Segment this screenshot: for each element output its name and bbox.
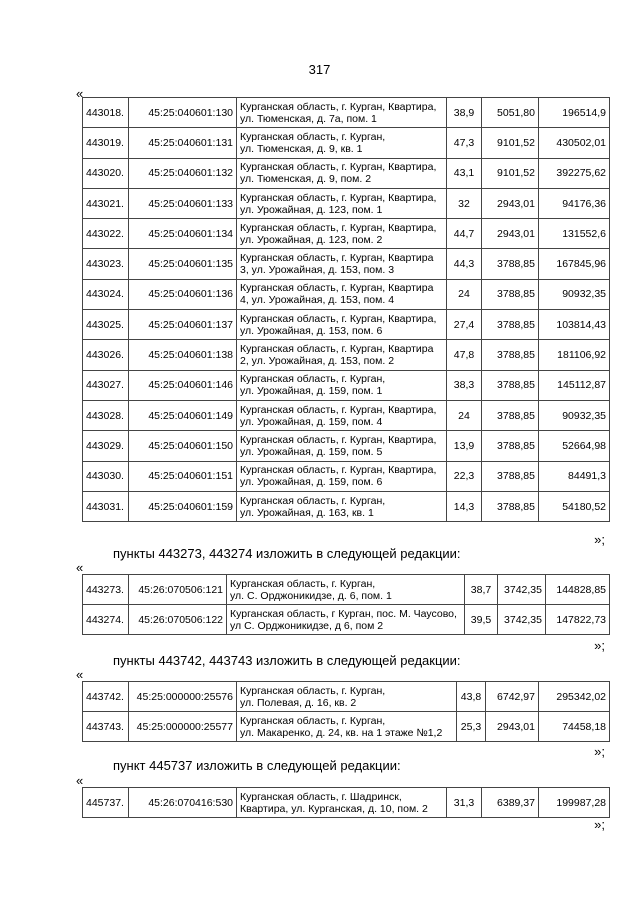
cadastral-value-cell: 144828,85 [546, 575, 610, 605]
area-cell: 22,3 [447, 461, 482, 491]
address-line-1: Курганская область, г. Курган, Квартира, [240, 312, 437, 325]
cadastral-value-cell: 103814,43 [539, 310, 610, 340]
cadastral-value-cell: 196514,9 [539, 98, 610, 128]
cadastral-value-cell: 430502,01 [539, 128, 610, 158]
address-line-1: Курганская область, г. Курган, Квартира [240, 252, 434, 265]
address-line-2: ул. Урожайная, д. 159, пом. 6 [240, 476, 383, 489]
table-row [83, 431, 610, 461]
rate-cell: 3742,35 [498, 605, 546, 635]
table-row [83, 491, 610, 521]
address-cell [237, 158, 447, 188]
cadastral-number-cell: 45:25:040601:133 [129, 188, 237, 218]
cadastral-number-cell: 45:26:070506:121 [129, 575, 227, 605]
cadastral-number-cell: 45:25:040601:138 [129, 340, 237, 370]
cadastral-value-cell: 90932,35 [539, 400, 610, 430]
registry-table [82, 681, 610, 742]
item-number-cell: 443024. [83, 279, 129, 309]
item-number-cell: 443026. [83, 340, 129, 370]
item-number-cell: 443025. [83, 310, 129, 340]
rate-cell: 3788,85 [482, 370, 539, 400]
address-cell [237, 249, 447, 279]
cadastral-value-cell: 145112,87 [539, 370, 610, 400]
close-mark: »; [594, 744, 605, 759]
address-cell [237, 98, 447, 128]
rate-cell: 9101,52 [482, 158, 539, 188]
cadastral-number-cell: 45:25:040601:137 [129, 310, 237, 340]
address-cell [237, 128, 447, 158]
address-cell [237, 219, 447, 249]
table-row [83, 249, 610, 279]
address-line-1: Курганская область, г. Курган, [240, 684, 386, 697]
item-number-cell: 443021. [83, 188, 129, 218]
section-instruction: пункты 443742, 443743 изложить в следующей редакции: [113, 653, 461, 668]
rate-cell: 6742,97 [486, 682, 539, 712]
area-cell: 32 [447, 188, 482, 218]
address-line-2: ул. Тюменская, д. 9, пом. 2 [240, 173, 372, 186]
rate-cell: 3788,85 [482, 461, 539, 491]
item-number-cell: 443029. [83, 431, 129, 461]
rate-cell: 3788,85 [482, 431, 539, 461]
table-row [83, 310, 610, 340]
open-quote: « [76, 560, 84, 575]
open-quote: « [76, 86, 84, 101]
table-row [83, 605, 610, 635]
area-cell: 47,8 [447, 340, 482, 370]
cadastral-value-cell: 54180,52 [539, 491, 610, 521]
rate-cell: 9101,52 [482, 128, 539, 158]
item-number-cell: 443030. [83, 461, 129, 491]
address-cell [237, 188, 447, 218]
table-row [83, 158, 610, 188]
address-line-1: Курганская область, г. Курган, Квартира, [240, 403, 437, 416]
cadastral-value-cell: 94176,36 [539, 188, 610, 218]
address-line-2: Квартира, ул. Курганская, д. 10, пом. 2 [240, 802, 428, 815]
section-instruction: пункт 445737 изложить в следующей редакции: [113, 758, 401, 773]
address-cell [237, 279, 447, 309]
cadastral-number-cell: 45:25:040601:149 [129, 400, 237, 430]
cadastral-value-cell: 167845,96 [539, 249, 610, 279]
address-cell [237, 491, 447, 521]
cadastral-value-cell: 295342,02 [539, 682, 610, 712]
close-mark: »; [594, 532, 605, 547]
cadastral-number-cell: 45:25:000000:25576 [129, 682, 237, 712]
table-row [83, 370, 610, 400]
address-line-1: Курганская область, г. Курган, [240, 373, 386, 386]
item-number-cell: 443274. [83, 605, 129, 635]
item-number-cell: 443028. [83, 400, 129, 430]
table-row [83, 188, 610, 218]
item-number-cell: 443742. [83, 682, 129, 712]
rate-cell: 3788,85 [482, 279, 539, 309]
address-line-2: ул. Урожайная, д. 163, кв. 1 [240, 506, 374, 519]
address-line-1: Курганская область, г. Курган, Квартира [240, 282, 434, 295]
address-line-1: Курганская область, г. Курган, [240, 494, 386, 507]
cadastral-number-cell: 45:25:040601:132 [129, 158, 237, 188]
item-number-cell: 443031. [83, 491, 129, 521]
area-cell: 27,4 [447, 310, 482, 340]
area-cell: 43,1 [447, 158, 482, 188]
address-line-2: ул. Тюменская, д. 7а, пом. 1 [240, 112, 377, 125]
address-line-1: Курганская область, г Курган, пос. М. Чаусово, [230, 607, 457, 620]
table-row [83, 340, 610, 370]
table-row [83, 128, 610, 158]
rate-cell: 2943,01 [486, 712, 539, 742]
address-line-1: Курганская область, г. Шадринск, [240, 790, 402, 803]
table-row [83, 575, 610, 605]
address-line-2: ул. Урожайная, д. 123, пом. 1 [240, 203, 383, 216]
cadastral-number-cell: 45:25:040601:146 [129, 370, 237, 400]
rate-cell: 3742,35 [498, 575, 546, 605]
address-line-2: 3, ул. Урожайная, д. 153, пом. 3 [240, 264, 395, 277]
address-line-1: Курганская область, г. Курган, Квартира, [240, 433, 437, 446]
area-cell: 13,9 [447, 431, 482, 461]
table-row [83, 219, 610, 249]
cadastral-value-cell: 181106,92 [539, 340, 610, 370]
area-cell: 24 [447, 279, 482, 309]
address-line-2: 4, ул. Урожайная, д. 153, пом. 4 [240, 294, 395, 307]
table-row [83, 712, 610, 742]
cadastral-value-cell: 84491,3 [539, 461, 610, 491]
address-line-1: Курганская область, г. Курган, [230, 577, 376, 590]
cadastral-number-cell: 45:25:040601:136 [129, 279, 237, 309]
address-line-1: Курганская область, г. Курган, Квартира, [240, 100, 437, 113]
address-line-2: ул. Полевая, д. 16, кв. 2 [240, 696, 357, 709]
area-cell: 47,3 [447, 128, 482, 158]
item-number-cell: 443023. [83, 249, 129, 279]
address-line-2: ул. Урожайная, д. 153, пом. 6 [240, 324, 383, 337]
address-line-2: ул. Урожайная, д. 159, пом. 4 [240, 415, 383, 428]
open-quote: « [76, 667, 84, 682]
area-cell: 31,3 [447, 788, 482, 818]
address-cell [237, 340, 447, 370]
item-number-cell: 443273. [83, 575, 129, 605]
registry-table [82, 97, 610, 522]
address-line-2: ул. Урожайная, д. 123, пом. 2 [240, 233, 383, 246]
address-cell [227, 605, 465, 635]
address-line-1: Курганская область, г. Курган, Квартира, [240, 191, 437, 204]
cadastral-value-cell: 392275,62 [539, 158, 610, 188]
address-cell [237, 712, 457, 742]
address-cell [237, 370, 447, 400]
rate-cell: 6389,37 [482, 788, 539, 818]
cadastral-number-cell: 45:25:040601:150 [129, 431, 237, 461]
item-number-cell: 443018. [83, 98, 129, 128]
item-number-cell: 443027. [83, 370, 129, 400]
address-cell [237, 431, 447, 461]
address-line-2: ул. Макаренко, д. 24, кв. на 1 этаже №1,2 [240, 726, 443, 739]
cadastral-value-cell: 199987,28 [539, 788, 610, 818]
open-quote: « [76, 773, 84, 788]
rate-cell: 3788,85 [482, 491, 539, 521]
item-number-cell: 443022. [83, 219, 129, 249]
address-cell [227, 575, 465, 605]
area-cell: 38,3 [447, 370, 482, 400]
address-line-2: ул. С. Орджоникидзе, д. 6, пом. 1 [230, 589, 392, 602]
address-line-2: ул С. Орджоникидзе, д 6, пом 2 [230, 619, 384, 632]
address-cell [237, 461, 447, 491]
cadastral-value-cell: 52664,98 [539, 431, 610, 461]
rate-cell: 5051,80 [482, 98, 539, 128]
area-cell: 43,8 [457, 682, 486, 712]
table-row [83, 461, 610, 491]
cadastral-number-cell: 45:25:040601:130 [129, 98, 237, 128]
close-mark: »; [594, 817, 605, 832]
cadastral-number-cell: 45:25:040601:159 [129, 491, 237, 521]
area-cell: 44,3 [447, 249, 482, 279]
area-cell: 25,3 [457, 712, 486, 742]
address-line-2: 2, ул. Урожайная, д. 153, пом. 2 [240, 355, 395, 368]
page-number: 317 [308, 62, 331, 77]
address-line-1: Курганская область, г. Курган, Квартира, [240, 221, 437, 234]
cadastral-number-cell: 45:25:040601:131 [129, 128, 237, 158]
address-line-1: Курганская область, г. Курган, [240, 714, 386, 727]
area-cell: 44,7 [447, 219, 482, 249]
table-row [83, 788, 610, 818]
address-line-2: ул. Урожайная, д. 159, пом. 1 [240, 385, 383, 398]
rate-cell: 3788,85 [482, 400, 539, 430]
address-line-2: ул. Тюменская, д. 9, кв. 1 [240, 142, 363, 155]
address-cell [237, 310, 447, 340]
rate-cell: 3788,85 [482, 249, 539, 279]
section-instruction: пункты 443273, 443274 изложить в следующей редакции: [113, 546, 461, 561]
close-mark: »; [594, 638, 605, 653]
cadastral-number-cell: 45:26:070416:530 [129, 788, 237, 818]
table-row [83, 279, 610, 309]
cadastral-number-cell: 45:25:040601:135 [129, 249, 237, 279]
item-number-cell: 443020. [83, 158, 129, 188]
area-cell: 14,3 [447, 491, 482, 521]
cadastral-number-cell: 45:25:000000:25577 [129, 712, 237, 742]
item-number-cell: 443743. [83, 712, 129, 742]
rate-cell: 2943,01 [482, 188, 539, 218]
table-row [83, 682, 610, 712]
cadastral-number-cell: 45:25:040601:134 [129, 219, 237, 249]
rate-cell: 2943,01 [482, 219, 539, 249]
cadastral-value-cell: 131552,6 [539, 219, 610, 249]
address-line-1: Курганская область, г. Курган, Квартира [240, 343, 434, 356]
item-number-cell: 443019. [83, 128, 129, 158]
table-row [83, 98, 610, 128]
rate-cell: 3788,85 [482, 310, 539, 340]
table-row [83, 400, 610, 430]
address-cell [237, 400, 447, 430]
cadastral-value-cell: 147822,73 [546, 605, 610, 635]
address-cell [237, 682, 457, 712]
address-line-1: Курганская область, г. Курган, Квартира, [240, 464, 437, 477]
area-cell: 38,9 [447, 98, 482, 128]
rate-cell: 3788,85 [482, 340, 539, 370]
cadastral-number-cell: 45:26:070506:122 [129, 605, 227, 635]
cadastral-value-cell: 90932,35 [539, 279, 610, 309]
registry-table [82, 787, 610, 818]
registry-table [82, 574, 610, 635]
address-line-2: ул. Урожайная, д. 159, пом. 5 [240, 445, 383, 458]
address-cell [237, 788, 447, 818]
cadastral-value-cell: 74458,18 [539, 712, 610, 742]
area-cell: 39,5 [465, 605, 498, 635]
address-line-1: Курганская область, г. Курган, Квартира, [240, 161, 437, 174]
area-cell: 38,7 [465, 575, 498, 605]
address-line-1: Курганская область, г. Курган, [240, 130, 386, 143]
area-cell: 24 [447, 400, 482, 430]
item-number-cell: 445737. [83, 788, 129, 818]
cadastral-number-cell: 45:25:040601:151 [129, 461, 237, 491]
